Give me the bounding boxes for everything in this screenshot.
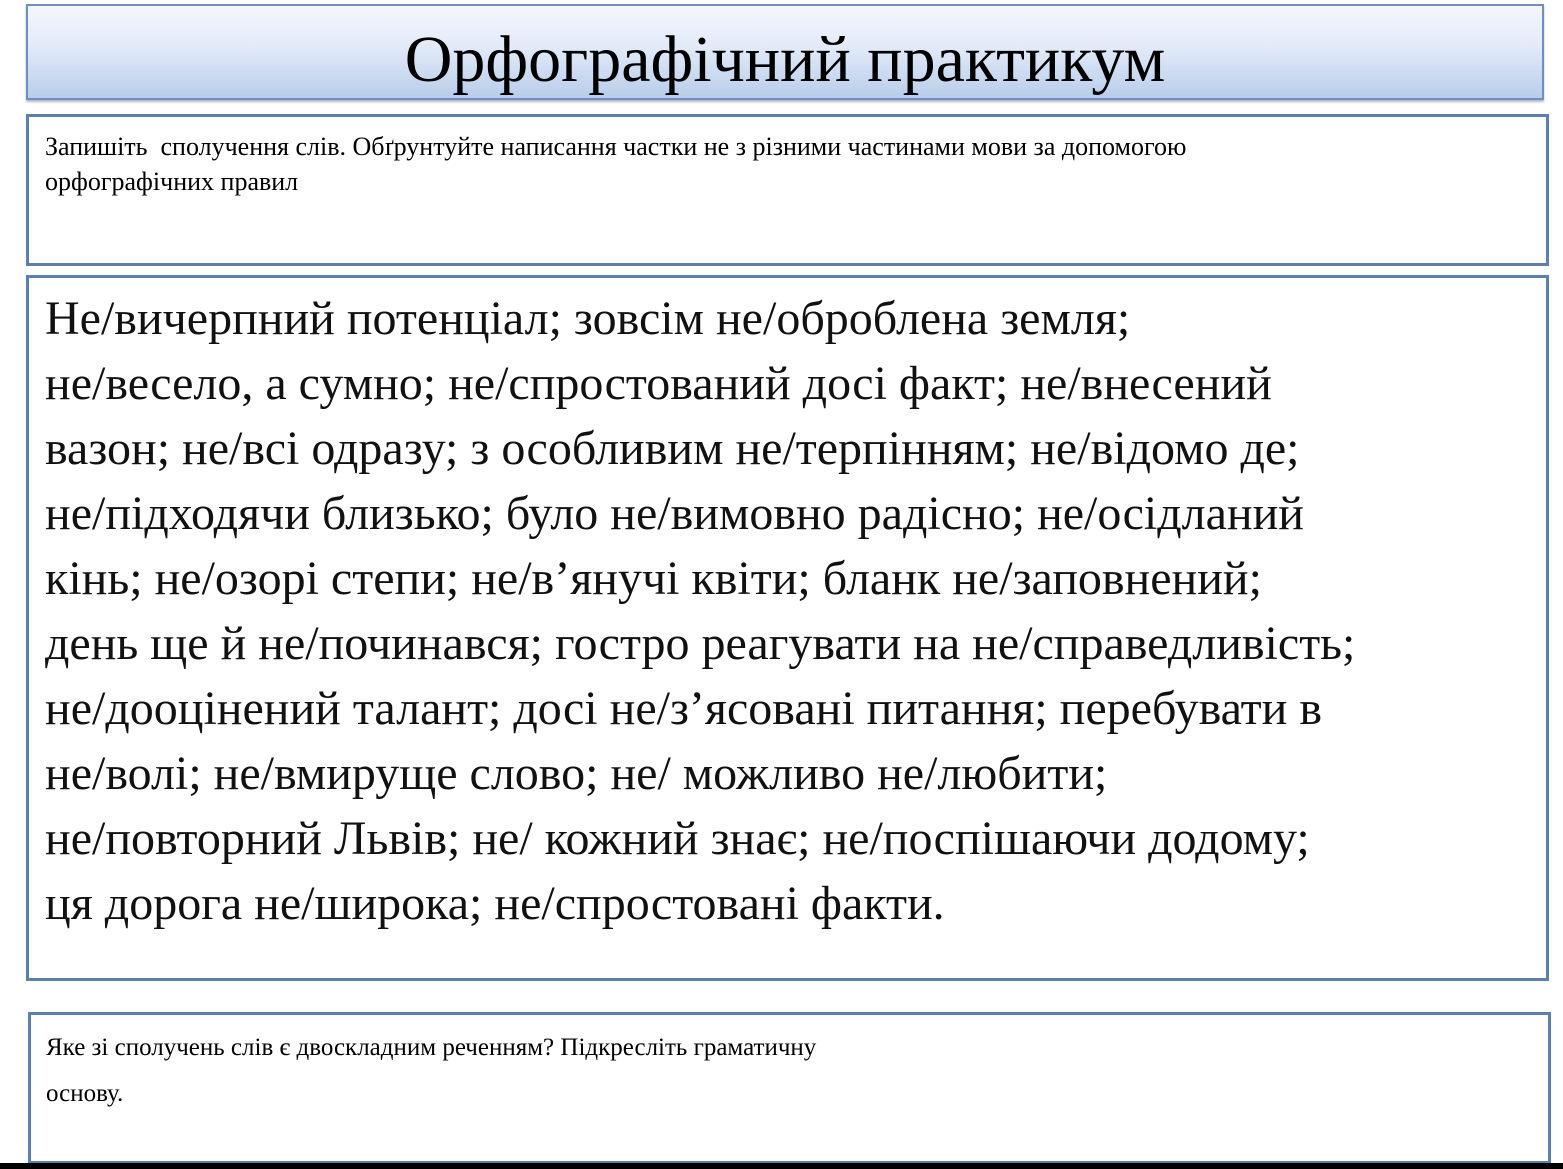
exercise-line: не/весело, а сумно; не/спростований досі факт; не/внесений — [45, 357, 1272, 410]
question-text — [46, 1025, 1146, 1117]
task-instructions — [45, 129, 1505, 199]
exercise-line: не/підходячи близько; було не/вимовно радісно; не/осідланий — [45, 487, 1304, 540]
exercise-line: кінь; не/озорі степи; не/в’янучі квіти; бланк не/заповнений; — [45, 552, 1262, 605]
exercise-line: ця дорога не/широка; не/спростовані факти. — [45, 877, 945, 930]
exercise-text — [45, 286, 1545, 936]
bottom-edge-bar — [0, 1163, 1563, 1169]
task-line-2: орфографічних правил — [45, 167, 299, 196]
task-line-1: Запишіть сполучення слів. Обґрунтуйте написання частки не з різними частинами мови за допомогою — [45, 132, 1187, 161]
exercise-line: день ще й не/починався; гостро реагувати на не/справедливість; — [45, 617, 1356, 670]
exercise-line: не/повторний Львів; не/ кожний знає; не/поспішаючи додому; — [45, 812, 1310, 865]
title-banner — [26, 4, 1544, 100]
exercise-line: не/дооцінений талант; досі не/з’ясовані питання; перебувати в — [45, 682, 1322, 735]
question-box — [28, 1012, 1551, 1164]
exercise-line: вазон; не/всі одразу; з особливим не/терпінням; не/відомо де; — [45, 422, 1300, 475]
exercise-box — [26, 275, 1549, 981]
task-box — [26, 114, 1549, 266]
question-line-1: Яке зі сполучень слів є двоскладним реченням? Підкресліть граматичну — [46, 1034, 817, 1061]
slide-title: Орфографічний практикум — [404, 23, 1166, 96]
question-line-2: основу. — [46, 1080, 124, 1107]
exercise-line: Не/вичерпний потенціал; зовсім не/оброблена земля; — [45, 292, 1131, 345]
exercise-line: не/волі; не/вмируще слово; не/ можливо не/любити; — [45, 747, 1108, 800]
